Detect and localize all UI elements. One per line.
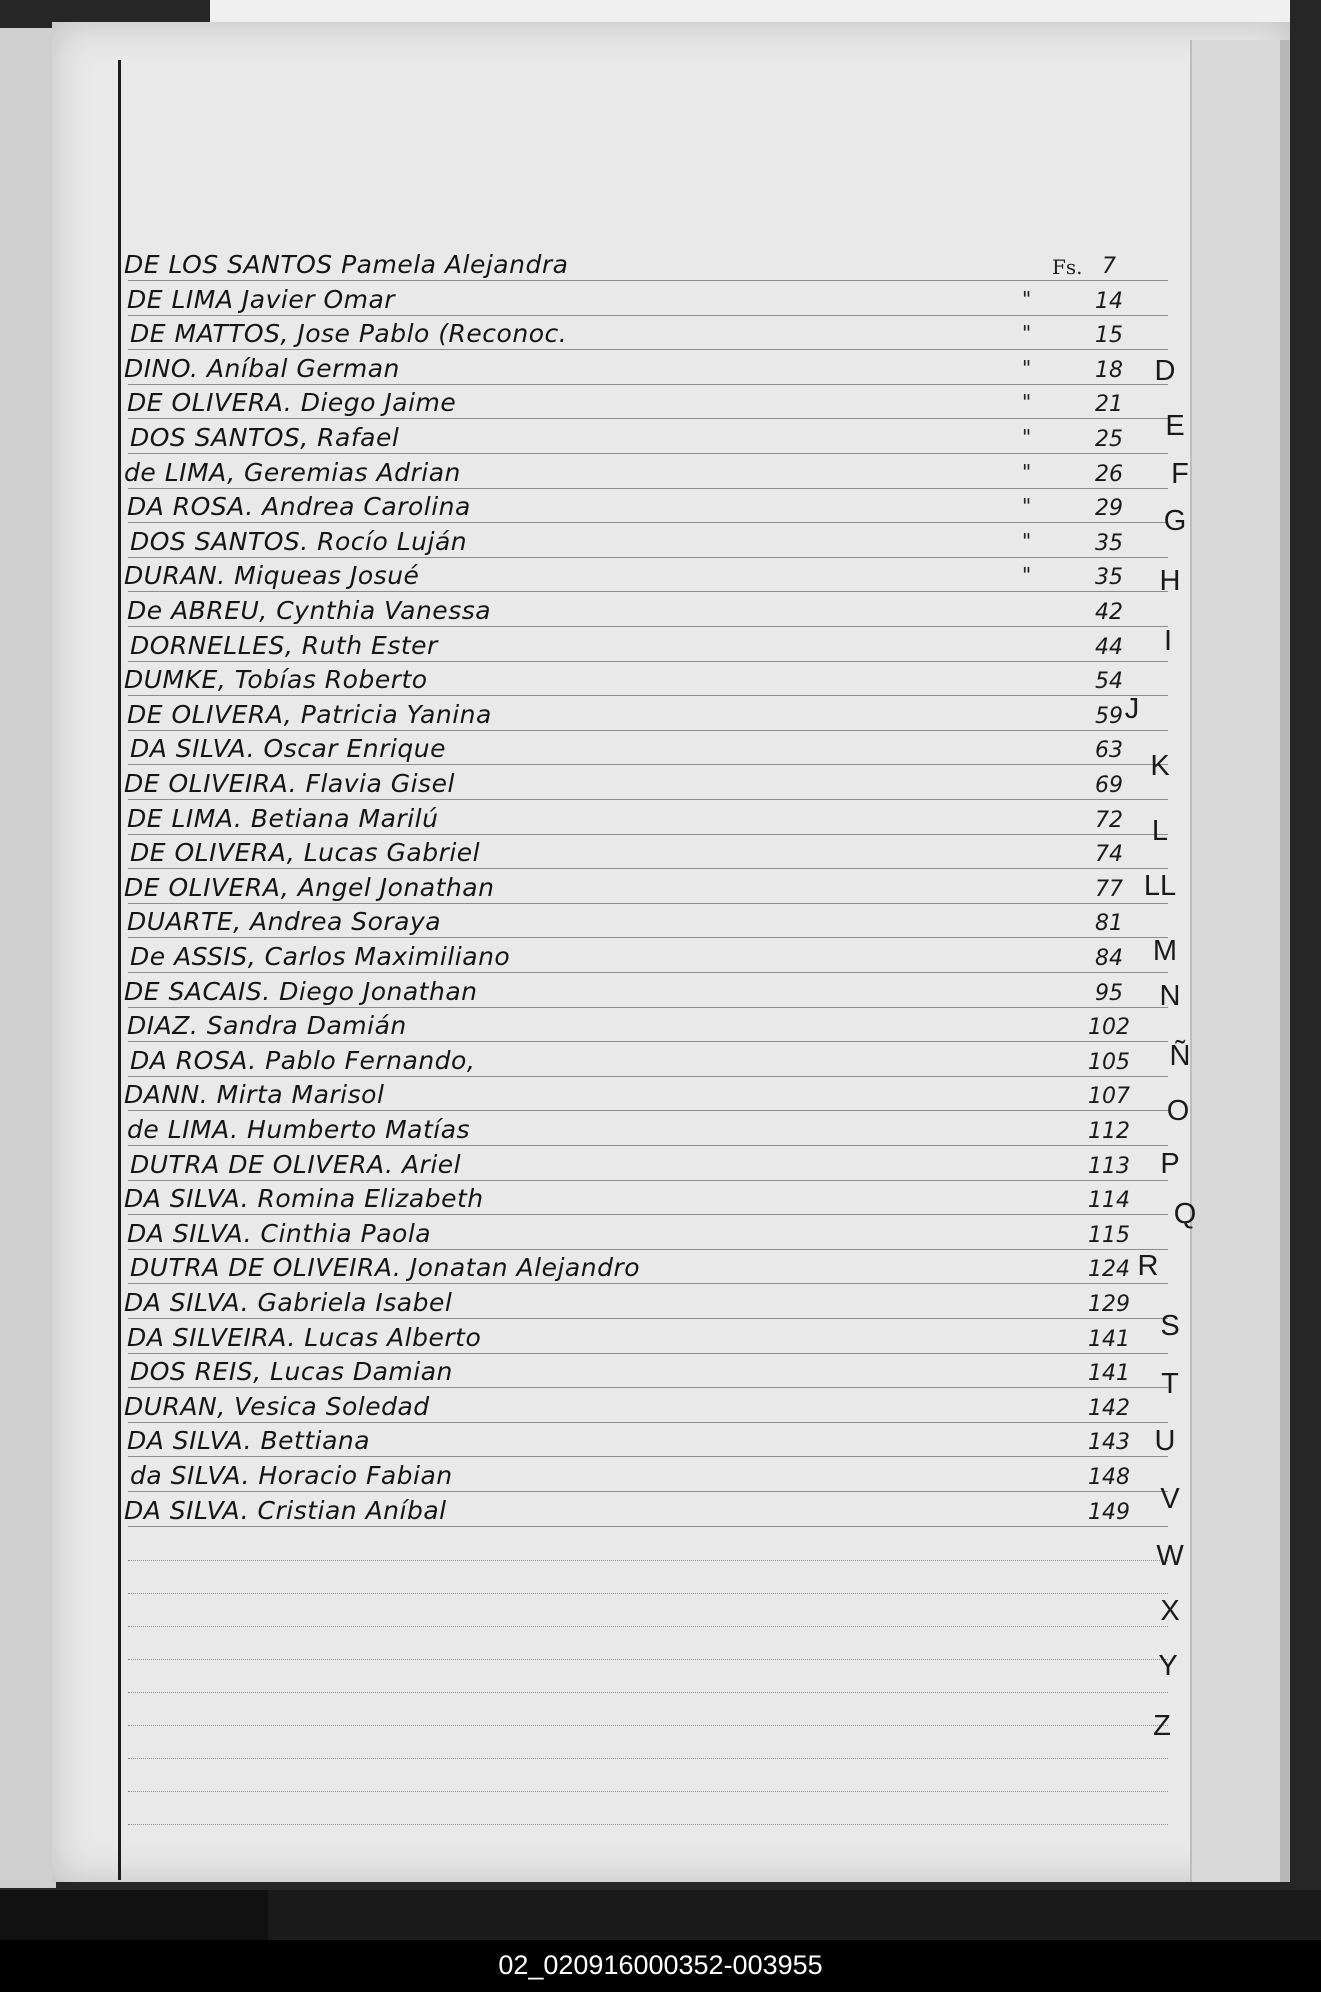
- index-letter-tab[interactable]: V: [1160, 1483, 1180, 1515]
- ditto-mark: ": [1022, 390, 1032, 415]
- ditto-mark: ": [1022, 425, 1032, 449]
- index-letter-tab[interactable]: K: [1150, 750, 1170, 782]
- entry-name: DA SILVA. Gabriela Isabel: [124, 1288, 453, 1317]
- entry-rule: [128, 1214, 1168, 1215]
- entry-rule: [128, 1456, 1168, 1457]
- entry-name: de LIMA, Geremias Adrian: [124, 457, 461, 487]
- entry-rule: [128, 1318, 1168, 1319]
- bottom-left-block: [0, 1890, 268, 1940]
- index-letter-tab[interactable]: Q: [1173, 1198, 1197, 1230]
- blank-rule: [128, 1692, 1168, 1694]
- index-letter-tab[interactable]: L: [1151, 815, 1169, 847]
- entry-rule: [128, 315, 1168, 316]
- entry-folio: 74: [1095, 842, 1123, 868]
- index-letter-tab[interactable]: G: [1163, 505, 1187, 537]
- entry-name: DA SILVA. Oscar Enrique: [130, 734, 446, 764]
- entry-rule: [128, 937, 1168, 938]
- index-letter-tab[interactable]: O: [1166, 1095, 1190, 1127]
- entry-folio: 114: [1088, 1188, 1130, 1214]
- ditto-mark: ": [1022, 494, 1032, 519]
- entry-rule: [128, 418, 1168, 419]
- blank-rule: [128, 1593, 1168, 1595]
- entry-folio: 18: [1095, 357, 1123, 383]
- index-letter-tab[interactable]: N: [1159, 980, 1181, 1012]
- index-letter-tab[interactable]: Y: [1158, 1650, 1178, 1682]
- entry-name: DE LOS SANTOS Pamela Alejandra: [124, 250, 569, 279]
- index-letter-tab[interactable]: M: [1152, 935, 1178, 967]
- entry-rule: [128, 1076, 1168, 1077]
- blank-rule: [128, 1659, 1168, 1661]
- entry-name: DE MATTOS, Jose Pablo (Reconoc.: [130, 319, 568, 349]
- entry-rule: [128, 1180, 1168, 1181]
- entry-name: DOS REIS, Lucas Damian: [130, 1357, 453, 1387]
- book-cover-left: [0, 28, 56, 1888]
- entry-folio: 44: [1095, 634, 1123, 660]
- entry-rule: [128, 557, 1168, 558]
- index-letter-tab[interactable]: H: [1159, 565, 1181, 597]
- entry-folio: 143: [1088, 1430, 1130, 1456]
- folio-header: Fs.: [1052, 255, 1083, 279]
- ditto-mark: ": [1022, 286, 1032, 311]
- entry-name: DUMKE, Tobías Roberto: [124, 665, 428, 695]
- entry-name: DE OLIVERA, Patricia Yanina: [127, 699, 492, 729]
- entry-name: DUTRA DE OLIVERA. Ariel: [130, 1149, 462, 1179]
- entry-rule: [128, 1353, 1168, 1354]
- entry-folio: 25: [1095, 427, 1123, 452]
- entry-rule: [128, 1145, 1168, 1146]
- entry-name: DUTRA DE OLIVEIRA. Jonatan Alejandro: [130, 1253, 641, 1283]
- entry-rule: [128, 1491, 1168, 1492]
- entry-rule: [128, 1422, 1168, 1423]
- entry-name: DE LIMA Javier Omar: [127, 284, 396, 314]
- entry-folio: 42: [1095, 600, 1123, 625]
- ditto-mark: ": [1022, 563, 1032, 588]
- entry-folio: 95: [1095, 980, 1123, 1006]
- entry-folio: 81: [1095, 911, 1123, 937]
- ditto-mark: ": [1022, 459, 1032, 484]
- entry-folio: 115: [1088, 1222, 1130, 1248]
- index-letter-tab[interactable]: LL: [1143, 870, 1177, 902]
- entry-folio: 26: [1095, 461, 1123, 487]
- entry-folio: 29: [1095, 496, 1123, 522]
- blank-rule: [128, 1626, 1168, 1628]
- index-tab-edge: [1280, 40, 1290, 1882]
- entry-folio: 148: [1088, 1465, 1130, 1490]
- entry-rule: [128, 868, 1168, 869]
- entry-name: DA ROSA. Andrea Carolina: [127, 492, 471, 522]
- entry-folio: 141: [1088, 1326, 1130, 1352]
- entry-folio: 69: [1095, 773, 1123, 798]
- entry-folio: 21: [1095, 392, 1123, 418]
- entry-folio: 112: [1088, 1119, 1130, 1144]
- entry-name: DIAZ. Sandra Damián: [127, 1011, 407, 1041]
- entry-rule: [128, 903, 1168, 904]
- entry-rule: [128, 1387, 1168, 1388]
- entry-folio: 54: [1095, 669, 1123, 695]
- entry-rule: [128, 591, 1168, 592]
- entry-name: da SILVA. Horacio Fabian: [130, 1461, 453, 1490]
- margin-line: [118, 60, 121, 1880]
- entry-rule: [128, 1526, 1168, 1527]
- ditto-mark: ": [1022, 355, 1032, 380]
- entry-rule: [128, 349, 1168, 350]
- entry-folio: 72: [1095, 807, 1123, 833]
- entry-name: De ABREU, Cynthia Vanessa: [127, 596, 492, 625]
- entry-rule: [128, 764, 1168, 765]
- entry-folio: 129: [1088, 1292, 1130, 1317]
- entry-folio: 141: [1088, 1361, 1130, 1387]
- entry-rule: [128, 522, 1168, 523]
- ledger-page: [52, 22, 1290, 1882]
- entry-name: DE OLIVEIRA. Flavia Gisel: [124, 769, 455, 798]
- entry-name: DOS SANTOS, Rafael: [130, 423, 400, 452]
- entry-name: DORNELLES, Ruth Ester: [130, 630, 438, 660]
- entry-rule: [128, 695, 1168, 696]
- entry-name: DURAN, Vesica Soledad: [124, 1391, 430, 1421]
- index-letter-tab[interactable]: U: [1154, 1425, 1176, 1457]
- index-letter-tab[interactable]: P: [1160, 1148, 1180, 1180]
- entry-name: DOS SANTOS. Rocío Luján: [130, 526, 468, 556]
- entry-name: DE OLIVERA, Angel Jonathan: [124, 872, 495, 902]
- entry-rule: [128, 972, 1168, 973]
- entry-name: DA SILVA. Cristian Aníbal: [124, 1495, 447, 1525]
- entry-folio: 149: [1088, 1499, 1130, 1525]
- entry-rule: [128, 1007, 1168, 1008]
- index-letter-tab[interactable]: E: [1165, 410, 1185, 442]
- ditto-mark: ": [1022, 528, 1032, 553]
- entry-folio: 15: [1095, 323, 1123, 349]
- entry-name: DA SILVA. Bettiana: [127, 1426, 371, 1456]
- entry-name: DA ROSA. Pablo Fernando,: [130, 1045, 476, 1075]
- blank-rule: [128, 1560, 1168, 1562]
- entry-name: de LIMA. Humberto Matías: [127, 1115, 471, 1144]
- index-letter-tab[interactable]: I: [1163, 625, 1173, 657]
- entry-folio: 63: [1095, 738, 1123, 764]
- entry-name: DURAN. Miqueas Josué: [124, 561, 420, 591]
- entry-name: DA SILVA. Cinthia Paola: [127, 1218, 432, 1248]
- entry-folio: 124: [1088, 1257, 1130, 1283]
- index-letter-tab[interactable]: X: [1160, 1595, 1180, 1627]
- top-page-edge: [210, 0, 1290, 24]
- entry-rule: [128, 730, 1168, 731]
- entry-rule: [128, 661, 1168, 662]
- entry-folio: 35: [1095, 530, 1123, 556]
- entry-rule: [128, 453, 1168, 454]
- entry-name: DUARTE, Andrea Soraya: [127, 907, 442, 937]
- entry-rule: [128, 1110, 1168, 1111]
- entry-name: DANN. Mirta Marisol: [124, 1080, 385, 1110]
- blank-rule: [128, 1791, 1168, 1793]
- blank-rule: [128, 1824, 1168, 1826]
- entry-folio: 142: [1088, 1395, 1130, 1421]
- entry-name: DINO. Aníbal German: [124, 353, 400, 383]
- entry-rule: [128, 1041, 1168, 1042]
- entry-rule: [128, 1249, 1168, 1250]
- entry-folio: 105: [1088, 1049, 1130, 1075]
- index-letter-tab[interactable]: D: [1154, 355, 1176, 387]
- entry-rule: [128, 384, 1168, 385]
- entry-folio: 59: [1095, 703, 1123, 729]
- entry-folio: 102: [1088, 1015, 1130, 1041]
- index-letter-tab[interactable]: R: [1137, 1250, 1159, 1282]
- ditto-mark: ": [1022, 321, 1032, 346]
- entry-folio: 35: [1095, 565, 1123, 591]
- entry-folio: 107: [1088, 1084, 1130, 1110]
- entry-rule: [128, 834, 1168, 835]
- index-letter-tab[interactable]: S: [1160, 1310, 1180, 1342]
- entry-folio: 113: [1088, 1153, 1130, 1179]
- entry-rule: [128, 488, 1168, 489]
- entry-rule: [128, 1283, 1168, 1284]
- blank-rule: [128, 1758, 1168, 1760]
- entry-name: DE OLIVERA. Diego Jaime: [127, 388, 457, 418]
- entry-rule: [128, 626, 1168, 627]
- entry-folio: 84: [1095, 946, 1123, 971]
- index-letter-tab[interactable]: F: [1171, 458, 1189, 490]
- index-letter-tab[interactable]: T: [1161, 1368, 1179, 1400]
- entry-rule: [128, 799, 1168, 800]
- index-letter-tab[interactable]: J: [1124, 693, 1140, 725]
- entry-name: DE OLIVERA, Lucas Gabriel: [130, 838, 481, 868]
- index-tab-strip: [1190, 40, 1282, 1882]
- index-letter-tab[interactable]: W: [1156, 1540, 1184, 1572]
- entry-folio: 77: [1095, 876, 1123, 902]
- index-letter-tab[interactable]: Ñ: [1169, 1040, 1191, 1072]
- entry-name: DA SILVA. Romina Elizabeth: [124, 1184, 484, 1214]
- entry-name: DE SACAIS. Diego Jonathan: [124, 976, 478, 1006]
- entry-folio: 7: [1102, 254, 1116, 279]
- entry-folio: 14: [1095, 288, 1123, 314]
- entry-name: De ASSIS, Carlos Maximiliano: [130, 942, 511, 971]
- index-letter-tab[interactable]: Z: [1153, 1710, 1171, 1742]
- entry-rule: [128, 280, 1168, 281]
- archive-caption: 02_020916000352-003955: [0, 1940, 1321, 1992]
- entry-name: DA SILVEIRA. Lucas Alberto: [127, 1322, 482, 1352]
- blank-rule: [128, 1725, 1168, 1727]
- entry-name: DE LIMA. Betiana Marilú: [127, 803, 439, 833]
